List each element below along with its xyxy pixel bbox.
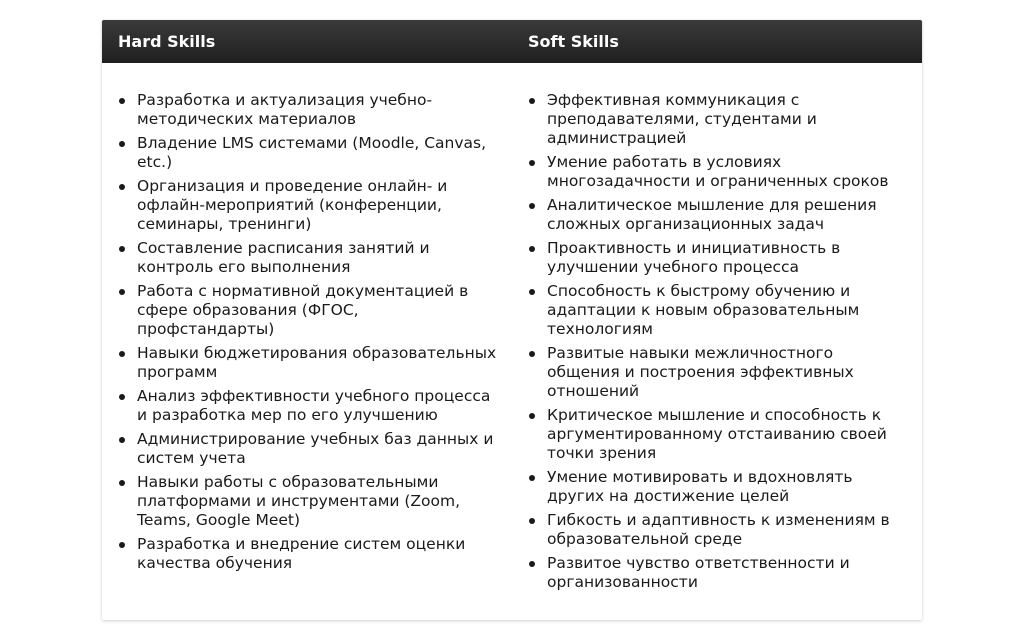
list-item: Анализ эффективности учебного процесса и разработка мер по его улучшению bbox=[137, 387, 512, 425]
list-item: Составление расписания занятий и контроль его выполнения bbox=[137, 239, 512, 277]
header-hard-skills: Hard Skills bbox=[118, 32, 216, 51]
list-item: Способность к быстрому обучению и адаптации к новым образовательным технологиям bbox=[547, 282, 922, 339]
list-item: Навыки работы с образовательными платформами и инструментами (Zoom, Teams, Google Meet) bbox=[137, 473, 512, 530]
table-body bbox=[102, 63, 922, 597]
list-item: Эффективная коммуникация с преподавателями, студентами и администрацией bbox=[547, 91, 922, 148]
list-item: Разработка и внедрение систем оценки качества обучения bbox=[137, 535, 512, 573]
header-soft-skills: Soft Skills bbox=[528, 32, 619, 51]
list-item: Гибкость и адаптивность к изменениям в образовательной среде bbox=[547, 511, 922, 549]
list-item: Умение работать в условиях многозадачности и ограниченных сроков bbox=[547, 153, 922, 191]
skills-table bbox=[102, 20, 922, 620]
list-item: Администрирование учебных баз данных и систем учета bbox=[137, 430, 512, 468]
list-item: Навыки бюджетирования образовательных программ bbox=[137, 344, 512, 382]
soft-skills-column bbox=[512, 91, 922, 597]
list-item: Умение мотивировать и вдохновлять других на достижение целей bbox=[547, 468, 922, 506]
table-header bbox=[102, 20, 922, 63]
list-item: Проактивность и инициативность в улучшении учебного процесса bbox=[547, 239, 922, 277]
list-item: Владение LMS системами (Moodle, Canvas, etc.) bbox=[137, 134, 512, 172]
list-item: Аналитическое мышление для решения сложных организационных задач bbox=[547, 196, 922, 234]
list-item: Развитое чувство ответственности и организованности bbox=[547, 554, 922, 592]
list-item: Развитые навыки межличностного общения и построения эффективных отношений bbox=[547, 344, 922, 401]
soft-skills-list bbox=[512, 91, 922, 592]
hard-skills-list bbox=[102, 91, 512, 573]
hard-skills-column bbox=[102, 91, 512, 597]
list-item: Разработка и актуализация учебно-методических материалов bbox=[137, 91, 512, 129]
list-item: Организация и проведение онлайн- и офлайн-мероприятий (конференции, семинары, тренинги) bbox=[137, 177, 512, 234]
list-item: Критическое мышление и способность к аргументированному отстаиванию своей точки зрения bbox=[547, 406, 922, 463]
list-item: Работа с нормативной документацией в сфере образования (ФГОС, профстандарты) bbox=[137, 282, 512, 339]
